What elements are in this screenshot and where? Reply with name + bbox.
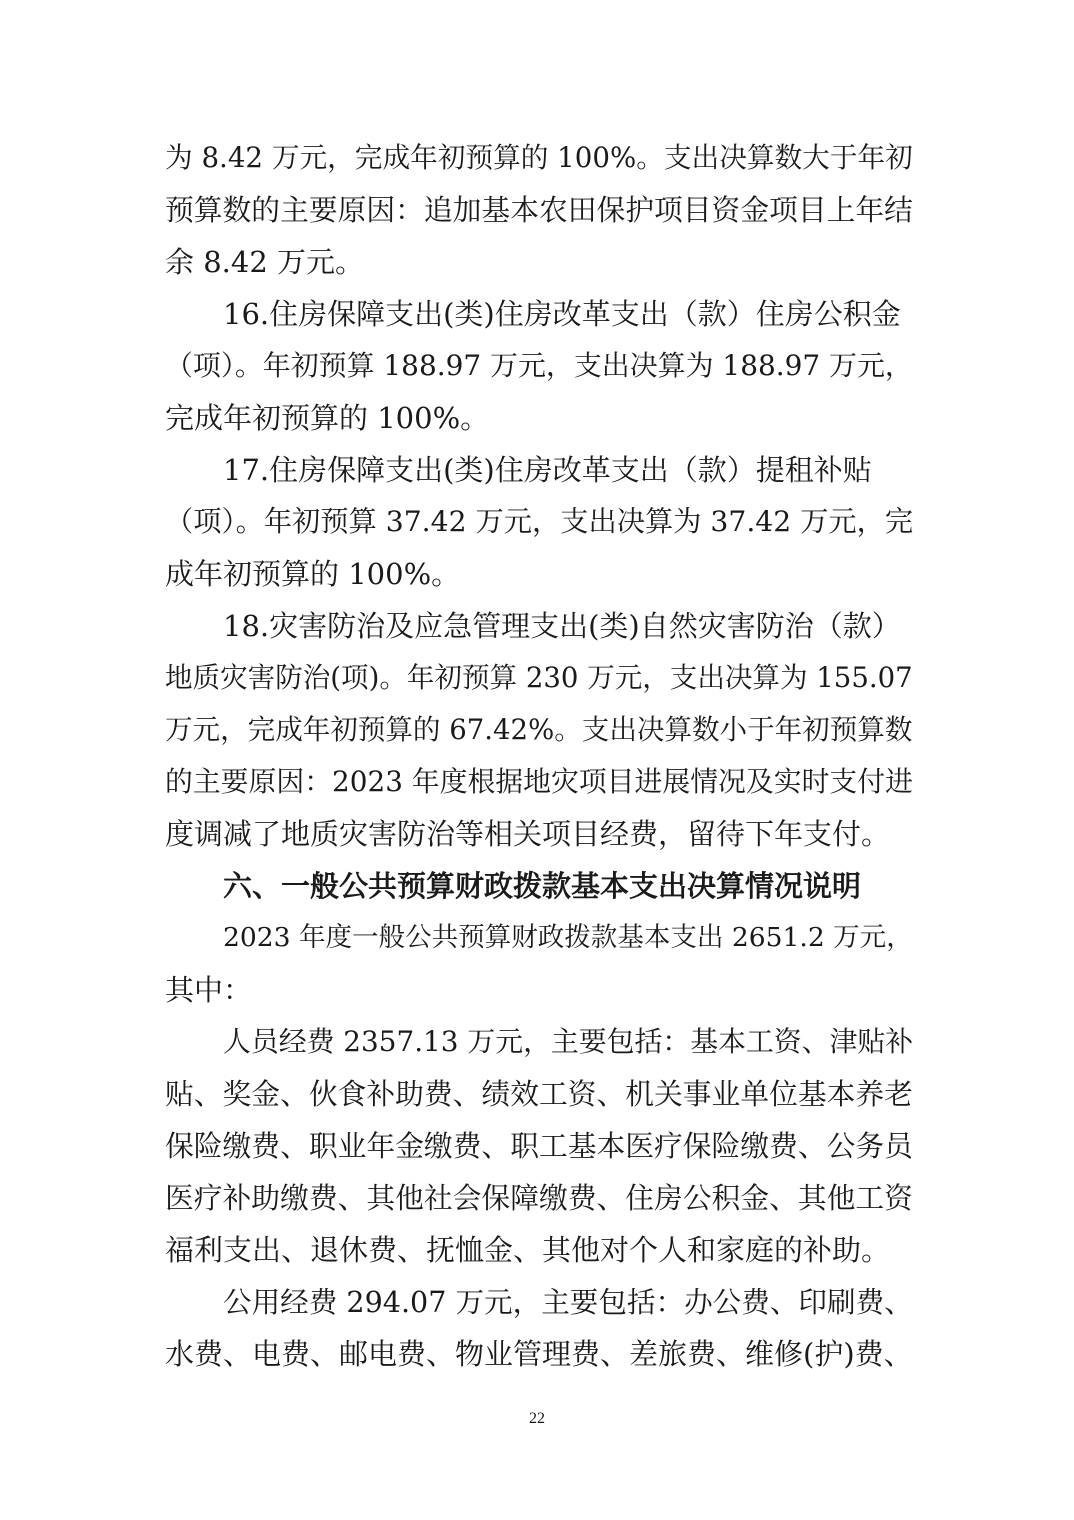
text-line: 的主要原因：2023 年度根据地灾项目进展情况及实时支付进: [165, 765, 913, 798]
text-line: 余 8.42 万元。: [165, 245, 365, 279]
text-line: 2023 年度一般公共预算财政拨款基本支出 2651.2 万元，: [223, 922, 913, 953]
section-heading: 六、一般公共预算财政拨款基本支出决算情况说明: [223, 869, 862, 903]
text-line: 16.住房保障支出(类)住房改革支出（款）住房公积金: [223, 297, 901, 331]
text-line: 万元，完成年初预算的 67.42%。支出决算数小于年初预算数: [165, 714, 913, 746]
text-line: 成年初预算的 100%。: [165, 557, 461, 591]
text-line: 水费、电费、邮电费、物业管理费、差旅费、维修(护)费、: [165, 1337, 913, 1371]
text-line: 医疗补助缴费、其他社会保障缴费、住房公积金、其他工资: [165, 1181, 913, 1215]
text-line: 保险缴费、职业年金缴费、职工基本医疗保险缴费、公务员: [165, 1129, 913, 1163]
text-line: 公用经费 294.07 万元，主要包括：办公费、印刷费、: [223, 1285, 913, 1319]
text-line: 完成年初预算的 100%。: [165, 401, 490, 435]
text-line: 度调减了地质灾害防治等相关项目经费，留待下年支付。: [165, 817, 891, 851]
text-line: 18.灾害防治及应急管理支出(类)自然灾害防治（款）: [223, 609, 901, 643]
text-line: （项）。年初预算 188.97 万元，支出决算为 188.97 万元，: [165, 349, 913, 382]
text-line: 预算数的主要原因：追加基本农田保护项目资金项目上年结: [165, 193, 913, 227]
text-line: 贴、奖金、伙食补助费、绩效工资、机关事业单位基本养老: [165, 1077, 913, 1111]
text-line: 其中：: [165, 973, 253, 1007]
text-line: 人员经费 2357.13 万元，主要包括：基本工资、津贴补: [223, 1025, 914, 1058]
text-line: 福利支出、退休费、抚恤金、其他对个人和家庭的补助。: [165, 1233, 891, 1267]
text-line: （项）。年初预算 37.42 万元，支出决算为 37.42 万元，完: [165, 505, 914, 538]
text-line: 17.住房保障支出(类)住房改革支出（款）提租补贴: [223, 453, 872, 487]
text-line: 地质灾害防治(项)。年初预算 230 万元，支出决算为 155.07: [165, 662, 913, 694]
text-line: 为 8.42 万元，完成年初预算的 100%。支出决算数大于年初: [165, 141, 913, 174]
page-number: 22: [529, 1410, 545, 1427]
document-body: [165, 132, 913, 1380]
